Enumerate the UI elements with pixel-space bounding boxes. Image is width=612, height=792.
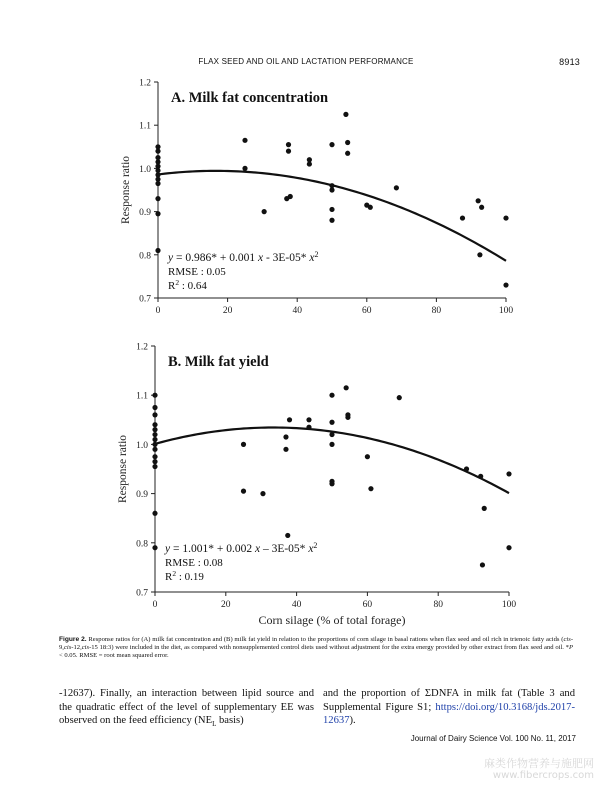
regression-equation <box>164 541 317 556</box>
data-point <box>152 447 157 452</box>
x-tick-label: 80 <box>433 600 443 610</box>
data-point <box>283 447 288 452</box>
data-point <box>152 454 157 459</box>
r2-value: : 0.19 <box>176 571 204 583</box>
y-axis-label: Response ratio <box>117 434 129 504</box>
panel-a-milk-fat-concentration <box>120 79 513 317</box>
equation-exponent: 2 <box>313 540 318 550</box>
data-point <box>479 205 484 210</box>
data-point <box>343 112 348 117</box>
data-point <box>152 422 157 427</box>
y-tick-label: 1.2 <box>136 342 148 353</box>
caption-italic-cis-2: cis <box>63 644 72 651</box>
data-point <box>306 425 311 430</box>
data-point <box>503 282 508 287</box>
data-point <box>476 198 481 203</box>
r2-symbol: R <box>165 571 173 583</box>
data-point <box>287 417 292 422</box>
body-right-text-2: ). <box>349 715 356 726</box>
data-point <box>397 395 402 400</box>
regression-equation <box>167 250 319 265</box>
panel-b-milk-fat-yield <box>117 343 516 628</box>
data-point <box>241 442 246 447</box>
r-squared-label <box>168 278 207 293</box>
data-point <box>152 464 157 469</box>
supplemental-doi-link[interactable]: https://doi.org/10.3168/jds.2017-12637 <box>323 701 575 726</box>
data-point <box>368 486 373 491</box>
data-point <box>345 151 350 156</box>
data-point <box>152 437 157 442</box>
data-point <box>152 412 157 417</box>
running-head: FLAX SEED AND OIL AND LACTATION PERFORMANCE <box>198 57 414 66</box>
caption-italic-cis-1: cis <box>563 636 571 643</box>
equation-body: = 0.986* + 0.001 <box>173 252 258 264</box>
data-point <box>242 138 247 143</box>
data-point <box>155 248 160 253</box>
data-point <box>329 218 334 223</box>
y-tick-label: 1.1 <box>139 121 151 132</box>
body-left-subscript: L <box>212 720 217 729</box>
data-point <box>329 432 334 437</box>
data-point <box>260 491 265 496</box>
data-point <box>478 474 483 479</box>
data-point <box>480 562 485 567</box>
data-point <box>152 427 157 432</box>
data-point <box>155 155 160 160</box>
x-tick-label: 40 <box>292 306 302 316</box>
data-point <box>464 466 469 471</box>
x-tick-label: 60 <box>362 306 372 316</box>
caption-text-1: Response ratios for (A) milk fat concentration and (B) milk fat yield in relation to the proportions of corn silage in basal rations when flax seed and oil rich in trienoic fatty acids ( <box>86 636 564 643</box>
data-point <box>345 415 350 420</box>
data-point <box>288 194 293 199</box>
data-point <box>152 405 157 410</box>
r2-symbol: R <box>168 280 176 292</box>
y-tick-label: 1.2 <box>139 78 151 89</box>
data-point <box>394 185 399 190</box>
data-point <box>155 211 160 216</box>
data-point <box>283 434 288 439</box>
data-point <box>506 545 511 550</box>
x-tick-label: 80 <box>431 306 442 316</box>
x-tick-label: 0 <box>155 306 161 316</box>
data-point <box>242 166 247 171</box>
r-squared-label <box>165 569 204 584</box>
caption-label: Figure 2. <box>59 636 87 643</box>
y-tick-label: 0.9 <box>136 490 148 501</box>
data-point <box>329 207 334 212</box>
data-point <box>306 417 311 422</box>
data-point <box>329 481 334 486</box>
data-point <box>329 393 334 398</box>
body-right-text-1: and the proportion of ΣDNFA in milk fat (Table 3 and Supplemental Figure S1; <box>323 688 575 713</box>
r2-exponent: 2 <box>172 568 177 578</box>
equation-y: y <box>165 543 171 555</box>
data-point <box>152 511 157 516</box>
x-tick-label: 20 <box>221 600 231 610</box>
data-point <box>329 442 334 447</box>
y-tick-label: 1.0 <box>136 440 148 451</box>
r2-value: : 0.64 <box>179 280 207 292</box>
page-number: 8913 <box>559 57 580 67</box>
x-tick-label: 0 <box>152 600 158 610</box>
data-point <box>286 142 291 147</box>
data-point <box>285 533 290 538</box>
body-left-text-2: basis) <box>216 715 244 726</box>
data-point <box>506 471 511 476</box>
data-point <box>344 385 349 390</box>
data-point <box>262 209 267 214</box>
r2-exponent: 2 <box>175 277 180 287</box>
data-point <box>152 459 157 464</box>
figure-caption <box>59 636 573 660</box>
rmse-label: RMSE : 0.08 <box>165 557 223 569</box>
y-tick-label: 0.7 <box>139 294 151 305</box>
data-point <box>155 144 160 149</box>
data-point <box>152 432 157 437</box>
equation-mid: - 3E-05* <box>263 252 310 264</box>
equation-x: x <box>254 543 261 555</box>
equation-mid: – 3E-05* <box>260 543 309 555</box>
equation-y: y <box>168 252 174 264</box>
x-tick-label: 100 <box>498 306 514 316</box>
x-tick-label: 60 <box>362 600 373 610</box>
caption-italic-p: P <box>568 644 573 651</box>
caption-text-5: < 0.05. RMSE = root mean squared error. <box>59 652 169 659</box>
caption-italic-cis-3: cis <box>81 644 90 651</box>
data-point <box>329 142 334 147</box>
x-tick-label: 20 <box>222 306 233 316</box>
y-tick-label: 0.8 <box>139 251 151 262</box>
equation-x-squared: x <box>308 543 314 555</box>
y-axis-label: Response ratio <box>120 155 132 225</box>
data-point <box>241 489 246 494</box>
data-point <box>152 545 157 550</box>
x-axis-label: Corn silage (% of total forage) <box>258 613 406 627</box>
y-tick-label: 0.9 <box>139 208 151 219</box>
equation-x: x <box>257 252 264 264</box>
equation-body: = 1.001* + 0.002 <box>170 543 255 555</box>
data-point <box>329 187 334 192</box>
data-point <box>503 215 508 220</box>
equation-x-squared: x <box>309 252 315 264</box>
data-point <box>345 140 350 145</box>
data-point <box>482 506 487 511</box>
body-column-left <box>59 687 314 732</box>
data-point <box>368 205 373 210</box>
watermark-url: www.fibercrops.com <box>492 770 594 781</box>
data-point <box>286 149 291 154</box>
caption-text-4: -15 18:3) were included in the diet, as compared with nonsupplemented control diets used without adjustment for the extra energy provided by other extract from flax seed and oil. * <box>89 644 569 651</box>
panel-title: A. Milk fat concentration <box>171 90 329 106</box>
data-point <box>155 196 160 201</box>
equation-exponent: 2 <box>314 249 319 259</box>
data-point <box>365 454 370 459</box>
rmse-label: RMSE : 0.05 <box>168 266 226 278</box>
y-tick-label: 0.8 <box>136 539 148 550</box>
caption-text-2: -9, <box>59 636 574 651</box>
data-point <box>307 161 312 166</box>
watermark-chinese: 麻类作物营养与施肥网 <box>484 757 594 770</box>
body-left-text-1: -12637). Finally, an interaction between lipid source and the quadratic effect of the level of supplementary EE was observed on the feed efficiency (NE <box>59 688 314 726</box>
caption-text-3: -12, <box>71 644 82 651</box>
data-point <box>477 252 482 257</box>
panel-title: B. Milk fat yield <box>168 354 269 370</box>
y-tick-label: 1.0 <box>139 164 151 175</box>
y-tick-label: 1.1 <box>136 391 148 402</box>
body-column-right <box>323 687 575 728</box>
data-point <box>460 215 465 220</box>
journal-footer: Journal of Dairy Science Vol. 100 No. 11, 2017 <box>410 734 576 743</box>
x-tick-label: 100 <box>501 600 517 610</box>
data-point <box>152 393 157 398</box>
y-tick-label: 0.7 <box>136 588 148 599</box>
data-point <box>329 420 334 425</box>
x-tick-label: 40 <box>291 600 302 610</box>
data-point <box>152 442 157 447</box>
